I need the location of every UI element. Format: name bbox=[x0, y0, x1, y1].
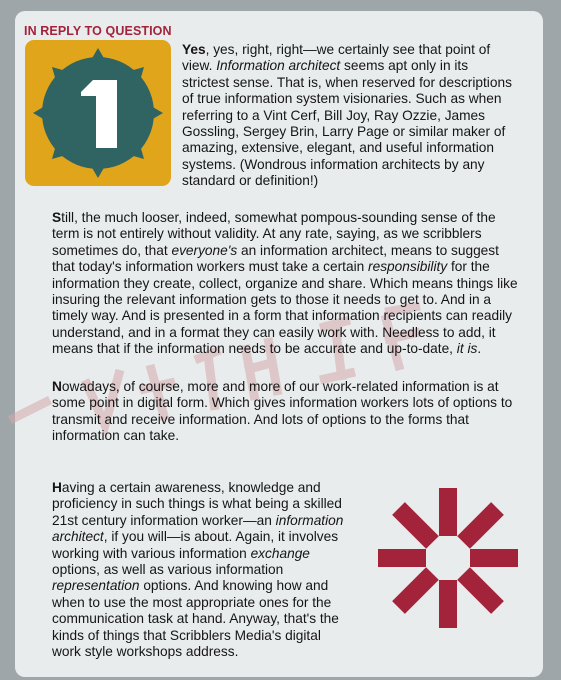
paragraph-2-lead: S bbox=[52, 210, 62, 225]
number-one-badge-icon bbox=[25, 40, 171, 186]
paragraph-1-text: , yes, right, right—we certainly see that point of view. bbox=[182, 42, 491, 74]
paragraph-4 bbox=[52, 480, 352, 660]
paragraph-2-emphasis-it-is: it is bbox=[456, 341, 478, 357]
paragraph-3-lead: N bbox=[52, 379, 62, 394]
paragraph-2-emphasis-responsibility: responsibility bbox=[368, 259, 448, 275]
paragraph-4-emphasis-info-architect: information architect bbox=[52, 512, 344, 545]
paragraph-4-lead: H bbox=[52, 480, 62, 495]
paragraph-2-period: . bbox=[477, 341, 482, 357]
paragraph-2-text: till, the much looser, indeed, somewhat pompous-sounding sense of the term is not entirely without validity. At any rate, saying, as we scribblers sometimes do, that bbox=[52, 210, 496, 258]
paragraph-2 bbox=[52, 210, 522, 358]
paragraph-4-emphasis-exchange: exchange bbox=[250, 545, 310, 561]
section-heading: IN REPLY TO QUESTION bbox=[24, 24, 172, 38]
paragraph-4-emphasis-representation: representation bbox=[52, 578, 140, 594]
paragraph-1-text-cont: seems apt only in its strictest sense. That is, when reserved for descriptions of true information system visionaries. Such as when referring to a Vint Cerf, Bill Joy, Ray Ozzie, James Gossling, Sergey Brin, Larry Page or similar maker of amazing, extensive, elegant, and useful information systems. (Wondrous information architects by any standard or definition!) bbox=[182, 58, 512, 189]
paragraph-4-text: aving a certain awareness, knowledge and proficiency in such things is what being a skilled 21st century information worker—an bbox=[52, 480, 342, 528]
paragraph-3 bbox=[52, 379, 522, 445]
paragraph-4-text-cont3: options. And knowing how and when to use the most appropriate ones for the communication task at hand. Anyway, that's the kinds of things that Scribblers Media's digital work style workshops address. bbox=[52, 578, 339, 660]
paragraph-1 bbox=[182, 42, 517, 190]
paragraph-2-text-cont: an information architect, means to suggest that today's information workers must take a certain bbox=[52, 242, 499, 275]
paragraph-2-text-cont2: for the information they create, collect, organize and share. Which means things like insuring the relevant information gets to those it needs to get to. And in a timely way. And is presented in a form that information recipients can readily understand, and in a format they can easily work with. Needless to add, it means that if the information needs to be accurate and up-to-date, bbox=[52, 259, 518, 357]
asterisk-icon bbox=[362, 478, 530, 638]
paragraph-1-lead: Yes bbox=[182, 42, 206, 57]
paragraph-2-emphasis-everyone: everyone's bbox=[171, 242, 238, 258]
paragraph-4-text-cont: , if you will—is about. Again, it involves working with various information bbox=[52, 529, 339, 561]
paragraph-1-emphasis: Information architect bbox=[216, 58, 341, 74]
paragraph-4-text-cont2: options, as well as various information bbox=[52, 562, 284, 578]
paragraph-3-text: owadays, of course, more and more of our work-related information is at some point in digital form. Which gives information workers lots of options to transmit and receive information. And lots of options to the forms that information can take. bbox=[52, 379, 513, 444]
